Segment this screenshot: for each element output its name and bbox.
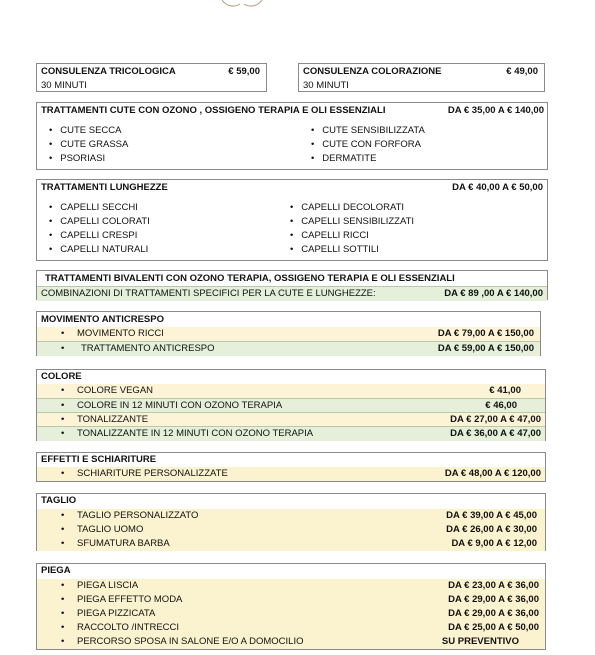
item-price: DA € 26,00 A € 30,00 <box>446 524 537 535</box>
effetti-title: EFFETTI E SCHIARITURE <box>41 454 157 465</box>
anticrespo-title: MOVIMENTO ANTICRESPO <box>41 314 164 325</box>
list-item: • CAPELLI NATURALI <box>49 244 149 255</box>
consulenza-tricologica-duration: 30 MINUTI <box>41 80 87 91</box>
lunghezze-list-right <box>290 202 414 258</box>
item-price: DA € 48,00 A € 120,00 <box>444 468 541 479</box>
item-price: DA € 9,00 A € 12,00 <box>451 538 537 549</box>
item-price: € 41,00 <box>489 385 521 396</box>
table-row: • RACCOLTO /INTRECCI DA € 25,00 A € 50,00 <box>37 621 545 635</box>
table-row: • PIEGA PIZZICATA DA € 29,00 A € 36,00 <box>37 607 545 621</box>
table-row: • PIEGA LISCIA DA € 23,00 A € 36,00 <box>37 579 545 593</box>
table-row: • TAGLIO UOMO DA € 26,00 A € 30,00 <box>37 523 545 537</box>
colore-section <box>36 369 546 441</box>
item-price: DA € 79,00 A € 150,00 <box>437 328 534 339</box>
item-label: TONALIZZANTE <box>77 414 149 425</box>
table-row: • TONALIZZANTE IN 12 MINUTI CON OZONO TERAPIA DA € 36,00 A € 47,00 <box>37 426 545 441</box>
bivalenti-subtitle: COMBINAZIONI DI TRATTAMENTI SPECIFICI PER LA CUTE E LUNGHEZZE: <box>41 288 376 299</box>
piega-title: PIEGA <box>41 565 71 576</box>
item-label: PIEGA PIZZICATA <box>77 608 156 619</box>
item-label: TAGLIO PERSONALIZZATO <box>77 510 199 521</box>
lunghezze-price: DA € 40,00 A € 50,00 <box>452 182 543 193</box>
consulenza-tricologica-box <box>36 63 267 92</box>
colore-title: COLORE <box>41 371 82 382</box>
item-label: TONALIZZANTE IN 12 MINUTI CON OZONO TERAPIA <box>77 428 314 439</box>
list-item: • CUTE GRASSA <box>49 139 129 150</box>
item-label: PERCORSO SPOSA IN SALONE E/O A DOMOCILIO <box>77 636 304 647</box>
salon-logo-icon <box>218 0 266 10</box>
consulenza-tricologica-title: CONSULENZA TRICOLOGICA <box>41 66 176 77</box>
consulenza-tricologica-price: € 59,00 <box>228 66 260 77</box>
cute-title: TRATTAMENTI CUTE CON OZONO , OSSIGENO TERAPIA E OLI ESSENZIALI <box>41 105 386 116</box>
cute-list-right <box>311 125 425 167</box>
list-item: • CUTE SECCA <box>49 125 122 136</box>
cute-section <box>36 102 548 170</box>
table-row: • PERCORSO SPOSA IN SALONE E/O A DOMOCILIO SU PREVENTIVO <box>37 635 545 649</box>
piega-section <box>36 563 546 650</box>
consulenza-colorazione-duration: 30 MINUTI <box>303 80 349 91</box>
item-label: TRATTAMENTO ANTICRESPO <box>81 343 215 354</box>
table-row: • TRATTAMENTO ANTICRESPO DA € 59,00 A € 150,00 <box>37 341 540 356</box>
item-label: PIEGA EFFETTO MODA <box>77 594 183 605</box>
table-row: • MOVIMENTO RICCI DA € 79,00 A € 150,00 <box>37 327 540 341</box>
list-item: • CAPELLI RICCI <box>290 230 369 241</box>
list-item: • CAPELLI COLORATI <box>49 216 150 227</box>
item-label: PIEGA LISCIA <box>77 580 139 591</box>
table-row: • PIEGA EFFETTO MODA DA € 29,00 A € 36,00 <box>37 593 545 607</box>
item-label: RACCOLTO /INTRECCI <box>77 622 180 633</box>
list-item: • CUTE CON FORFORA <box>311 139 421 150</box>
lunghezze-section <box>36 179 548 261</box>
item-price: DA € 27,00 A € 47,00 <box>450 414 541 425</box>
list-item: • PSORIASI <box>49 153 106 164</box>
taglio-section <box>36 493 546 551</box>
item-label: COLORE VEGAN <box>77 385 154 396</box>
consulenza-colorazione-title: CONSULENZA COLORAZIONE <box>303 66 442 77</box>
table-row: • TAGLIO PERSONALIZZATO DA € 39,00 A € 45,00 <box>37 509 545 523</box>
cute-price: DA € 35,00 A € 140,00 <box>447 105 544 116</box>
table-row: • COLORE IN 12 MINUTI CON OZONO TERAPIA € 46,00 <box>37 398 545 413</box>
consulenza-colorazione-box <box>298 63 545 92</box>
item-price: DA € 59,00 A € 150,00 <box>437 343 534 354</box>
effetti-section <box>36 452 546 482</box>
table-row: • COLORE VEGAN € 41,00 <box>37 384 545 398</box>
list-item: • CAPELLI SECCHI <box>49 202 138 213</box>
consulenza-colorazione-price: € 49,00 <box>506 66 538 77</box>
list-item: • DERMATITE <box>311 153 377 164</box>
item-price: DA € 23,00 A € 36,00 <box>448 580 539 591</box>
item-label: COLORE IN 12 MINUTI CON OZONO TERAPIA <box>77 400 283 411</box>
taglio-title: TAGLIO <box>41 495 77 506</box>
item-price: DA € 29,00 A € 36,00 <box>448 594 539 605</box>
lunghezze-title: TRATTAMENTI LUNGHEZZE <box>41 182 168 193</box>
item-price: DA € 29,00 A € 36,00 <box>448 608 539 619</box>
list-item: • CAPELLI DECOLORATI <box>290 202 405 213</box>
bivalenti-title: TRATTAMENTI BIVALENTI CON OZONO TERAPIA, OSSIGENO TERAPIA E OLI ESSENZIALI <box>45 273 455 284</box>
bivalenti-row <box>37 286 547 301</box>
item-label: MOVIMENTO RICCI <box>77 328 164 339</box>
cute-list-left <box>49 125 128 167</box>
item-price: DA € 39,00 A € 45,00 <box>446 510 537 521</box>
item-price: € 46,00 <box>485 400 517 411</box>
anticrespo-section <box>36 311 541 356</box>
table-row: • TONALIZZANTE DA € 27,00 A € 47,00 <box>37 412 545 427</box>
list-item: • CAPELLI CRESPI <box>49 230 138 241</box>
item-price: SU PREVENTIVO <box>441 636 519 647</box>
bivalenti-section <box>36 270 548 300</box>
item-label: SCHIARITURE PERSONALIZZATE <box>77 468 228 479</box>
table-row: • SCHIARITURE PERSONALIZZATE DA € 48,00 A € 120,00 <box>37 467 545 481</box>
list-item: • CAPELLI SENSIBILIZZATI <box>290 216 415 227</box>
list-item: • CAPELLI SOTTILI <box>290 244 379 255</box>
item-price: DA € 36,00 A € 47,00 <box>450 428 541 439</box>
table-row: • SFUMATURA BARBA DA € 9,00 A € 12,00 <box>37 537 545 551</box>
item-label: TAGLIO UOMO <box>77 524 144 535</box>
item-price: DA € 25,00 A € 50,00 <box>448 622 539 633</box>
lunghezze-list-left <box>49 202 150 258</box>
item-label: SFUMATURA BARBA <box>77 538 170 549</box>
bivalenti-price: DA € 89 ,00 A € 140,00 <box>444 288 543 299</box>
list-item: • CUTE SENSIBILIZZATA <box>311 125 425 136</box>
